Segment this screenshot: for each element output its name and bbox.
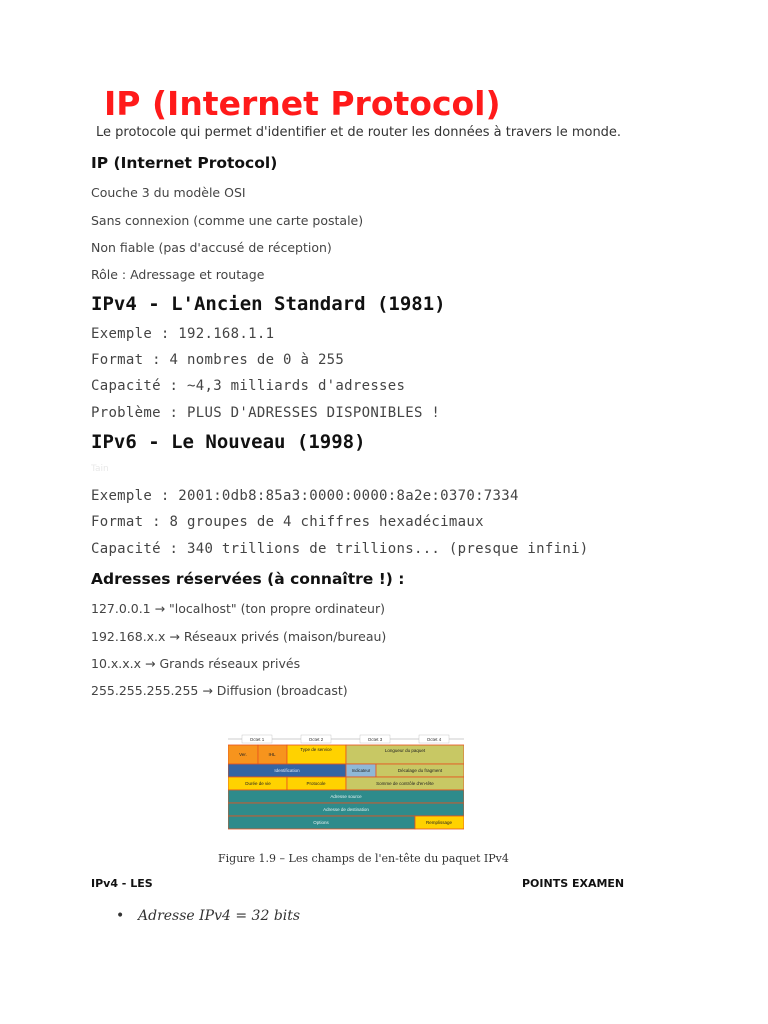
field-label: Type de service — [300, 747, 332, 752]
ipv6-heading: IPv6 - Le Nouveau (1998) — [91, 431, 366, 453]
ip-line: Sans connexion (comme une carte postale) — [91, 213, 364, 228]
reserved-line: 10.x.x.x → Grands réseaux privés — [91, 656, 301, 671]
reserved-heading: Adresses réservées (à connaître !) : — [91, 570, 405, 588]
field-label: IHL — [268, 752, 276, 757]
octet-label: Octet 2 — [308, 737, 324, 742]
figure-caption: Figure 1.9 – Les champs de l'en-tête du paquet IPv4 — [218, 852, 509, 865]
page-subtitle: Le protocole qui permet d'identifier et de router les données à travers le monde. — [96, 125, 622, 140]
field-label: Indicateur — [351, 768, 371, 773]
field-label: Remplissage — [425, 820, 453, 825]
ipv4-line: Problème : PLUS D'ADRESSES DISPONIBLES ! — [91, 405, 441, 421]
field-label: Protocole — [306, 781, 326, 786]
ip-line: Couche 3 du modèle OSI — [91, 185, 246, 200]
ipv4-line: Format : 4 nombres de 0 à 255 — [91, 352, 345, 368]
field-label: Adresse de destination — [323, 807, 369, 812]
footer-left-label: IPv4 - LES — [91, 877, 153, 890]
bullet-text: Adresse IPv4 = 32 bits — [138, 908, 301, 924]
ipv4-header-diagram — [228, 734, 464, 830]
ip-heading: IP (Internet Protocol) — [91, 154, 278, 172]
octet-label: Octet 4 — [426, 737, 442, 742]
field-label: Durée de vie — [245, 781, 271, 786]
ipv6-line: Capacité : 340 trillions de trillions... (presque infini) — [91, 541, 589, 557]
ip-line: Non fiable (pas d'accusé de réception) — [91, 240, 332, 255]
reserved-line: 192.168.x.x → Réseaux privés (maison/bureau) — [91, 629, 387, 644]
field-label: Longueur du paquet — [384, 748, 426, 753]
reserved-line: 127.0.0.1 → "localhost" (ton propre ordinateur) — [91, 601, 385, 616]
ip-line: Rôle : Adressage et routage — [91, 267, 265, 282]
octet-label: Octet 1 — [249, 737, 265, 742]
ipv4-line: Exemple : 192.168.1.1 — [91, 326, 275, 342]
field-label: Décalage du fragment — [397, 768, 443, 773]
ipv6-line: Format : 8 groupes de 4 chiffres hexadécimaux — [91, 514, 484, 530]
field-label: Ver. — [239, 752, 247, 757]
footer-right-label: POINTS EXAMEN — [522, 877, 625, 890]
octet-label: Octet 3 — [367, 737, 383, 742]
field-label: Somme de contrôle d'en-tête — [376, 781, 434, 786]
reserved-line: 255.255.255.255 → Diffusion (broadcast) — [91, 683, 348, 698]
page-title: IP (Internet Protocol) — [104, 84, 501, 123]
faint-text: Tain — [91, 464, 109, 474]
ipv6-line: Exemple : 2001:0db8:85a3:0000:0000:8a2e:0370:7334 — [91, 488, 519, 504]
field-label: Identification — [274, 768, 300, 773]
bullet-marker: • — [116, 908, 125, 924]
ipv4-heading: IPv4 - L'Ancien Standard (1981) — [91, 293, 446, 315]
ipv4-line: Capacité : ~4,3 milliards d'adresses — [91, 378, 406, 394]
field-label: Adresse source — [330, 794, 362, 799]
field-label: Options — [313, 820, 329, 825]
